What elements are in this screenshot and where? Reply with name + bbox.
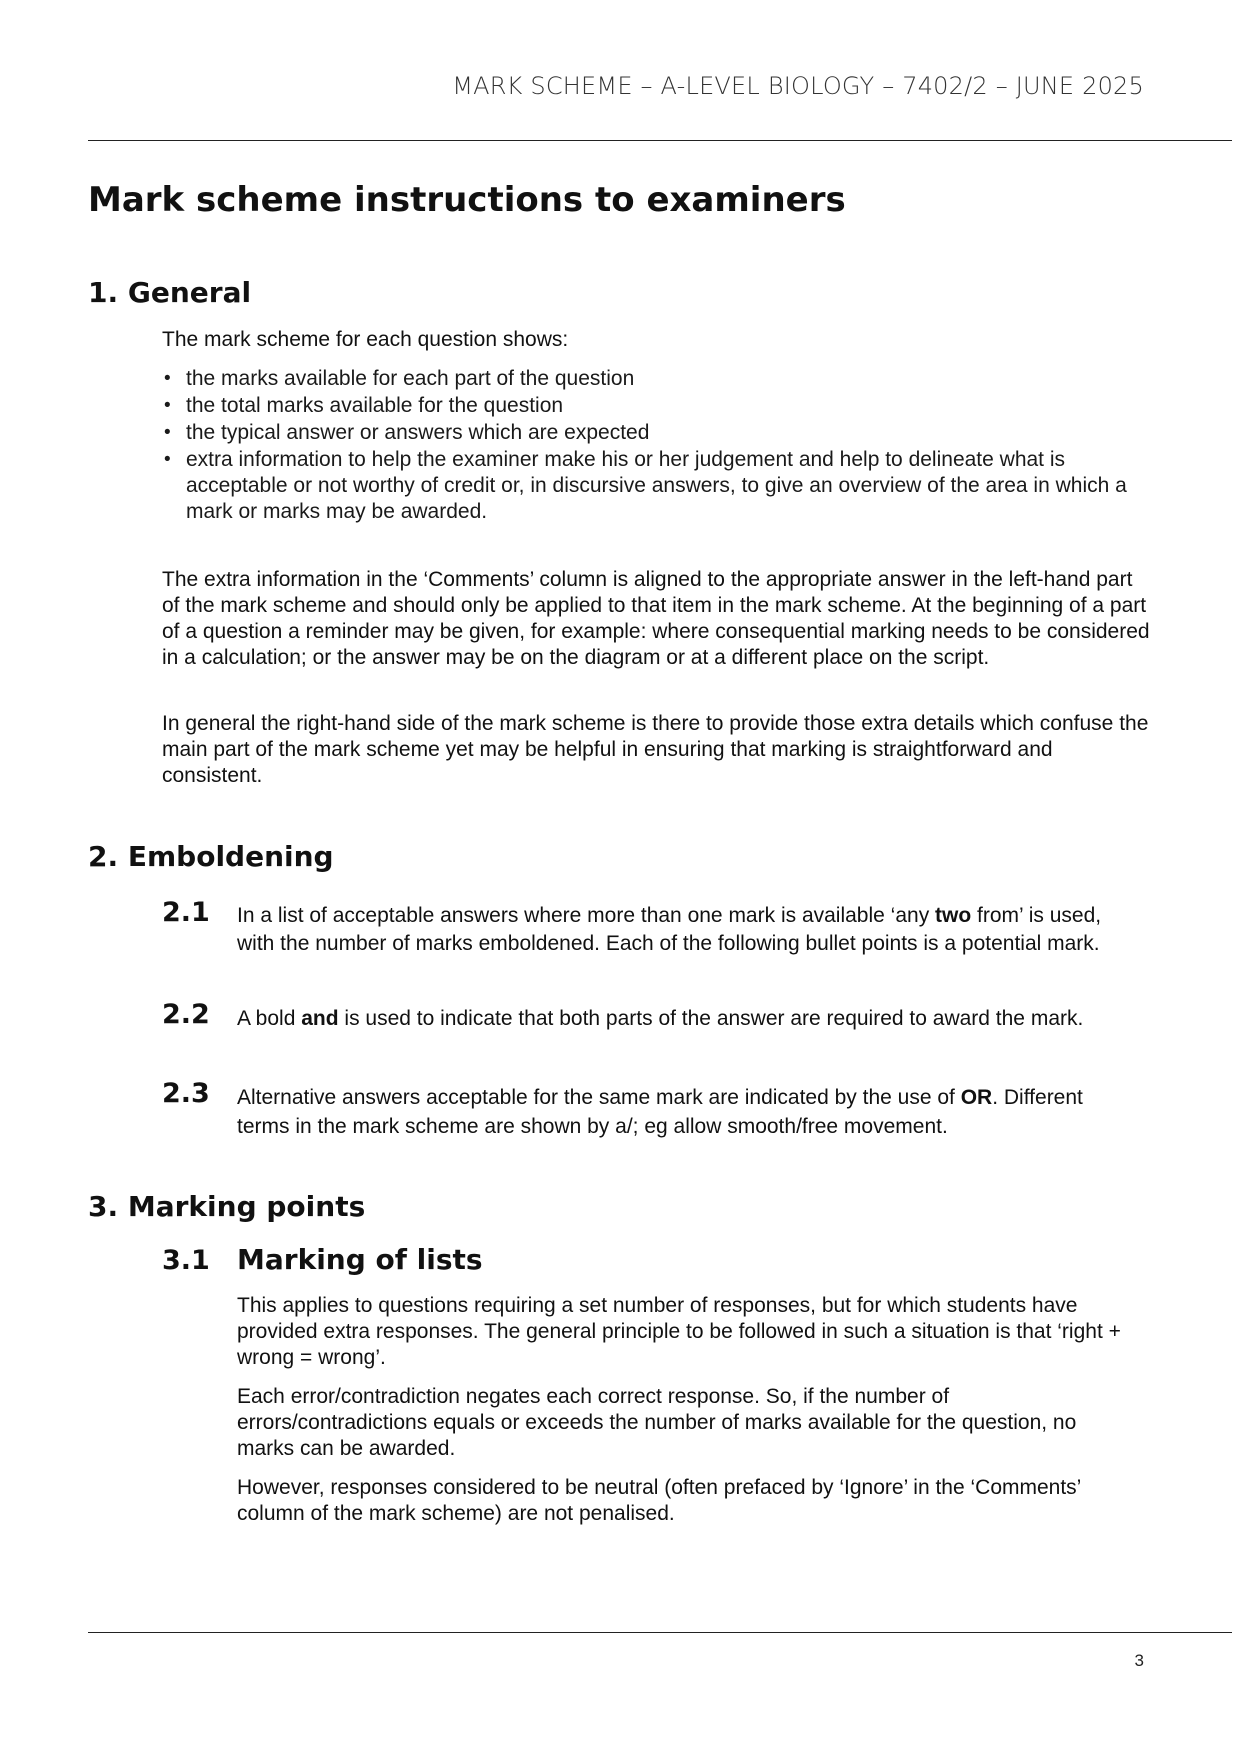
bold-term: and xyxy=(301,1007,339,1030)
subsection-heading: Marking of lists xyxy=(237,1243,483,1276)
general-paragraph-comments: The extra information in the ‘Comments’ column is aligned to the appropriate answer in the left-hand part of the mark scheme and should only be applied to that item in the mark scheme. At the beginning of a part of a question a reminder may be given, for example: where consequential marking needs to be considered in a calculation; or the answer may be on the diagram or at a different place on the script. xyxy=(162,568,1150,669)
emboldening-item-2-1: In a list of acceptable answers where more than one mark is available ‘any two from’ is used, with the number of marks emboldened. Each of the following bullet points is a potential mark. xyxy=(237,904,1102,955)
emboldening-item-2-3: Alternative answers acceptable for the same mark are indicated by the use of OR. Different terms in the mark scheme are shown by a/; eg allow smooth/free movement. xyxy=(237,1086,1083,1138)
general-intro: The mark scheme for each question shows: xyxy=(162,328,569,351)
section-heading-emboldening: 2. Emboldening xyxy=(88,840,334,873)
running-header: MARK SCHEME – A-LEVEL BIOLOGY – 7402/2 – JUNE 2025 xyxy=(452,72,1144,100)
bold-term: OR xyxy=(960,1086,993,1109)
section-heading-general: 1. General xyxy=(88,276,252,309)
item-number: 2.1 xyxy=(162,897,210,928)
section-heading-marking-points: 3. Marking points xyxy=(88,1190,366,1223)
general-bullet-list xyxy=(162,366,1152,526)
list-item: • the total marks available for the question xyxy=(162,393,1152,419)
general-paragraph-right-hand: In general the right-hand side of the mark scheme is there to provide those extra details which confuse the main part of the mark scheme yet may be helpful in ensuring that marking is straightforward and consistent. xyxy=(162,712,1149,787)
marking-paragraph: Each error/contradiction negates each correct response. So, if the number of errors/contradictions equals or exceeds the number of marks available for the question, no marks can be awarded. xyxy=(237,1385,1077,1460)
emboldening-item-2-2: A bold and is used to indicate that both parts of the answer are required to award the mark. xyxy=(237,1007,1084,1030)
list-item: • extra information to help the examiner make his or her judgement and help to delineate what is acceptable or not worthy of credit or, in discursive answers, to give an overview of the area in which a mark or marks may be awarded. xyxy=(162,447,1152,525)
item-number: 3.1 xyxy=(162,1245,210,1276)
marking-paragraph: This applies to questions requiring a set number of responses, but for which students have provided extra responses. The general principle to be followed in such a situation is that ‘right + wrong = wrong’. xyxy=(237,1294,1121,1369)
marking-paragraph: However, responses considered to be neutral (often prefaced by ‘Ignore’ in the ‘Comments’ column of the mark scheme) are not penalised. xyxy=(237,1476,1081,1525)
page-number: 3 xyxy=(1134,1651,1144,1670)
item-number: 2.3 xyxy=(162,1078,210,1109)
footer-rule xyxy=(88,1632,1232,1633)
bold-term: two xyxy=(935,904,972,927)
item-number: 2.2 xyxy=(162,999,210,1030)
page-title: Mark scheme instructions to examiners xyxy=(88,180,846,220)
list-item: • the typical answer or answers which are expected xyxy=(162,420,1152,446)
list-item: • the marks available for each part of the question xyxy=(162,366,1152,392)
header-rule xyxy=(88,140,1232,141)
